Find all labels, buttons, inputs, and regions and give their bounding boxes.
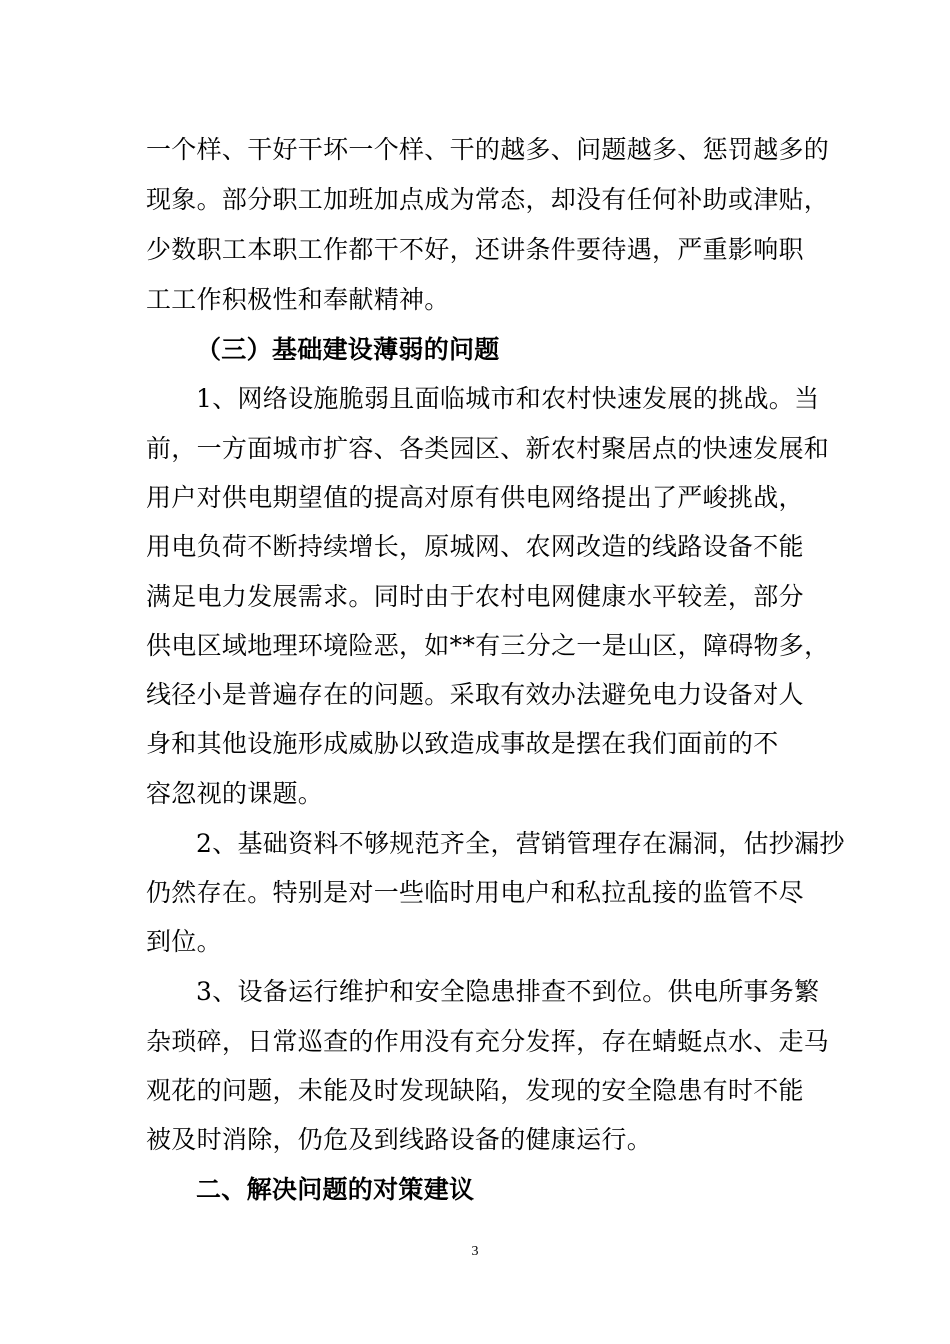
body-text-line: 仍然存在。特别是对一些临时用电户和私拉乱接的监管不尽 [146, 878, 804, 907]
body-text-line: 观花的问题，未能及时发现缺陷，发现的安全隐患有时不能 [146, 1076, 804, 1105]
body-text-line: 被及时消除，仍危及到线路设备的健康运行。 [146, 1125, 653, 1154]
body-text-line: 杂琐碎，日常巡查的作用没有充分发挥，存在蜻蜓点水、走马 [146, 1027, 830, 1056]
body-text-line: 1、网络设施脆弱且面临城市和农村快速发展的挑战。当 [196, 384, 820, 413]
page-number: 3 [471, 1244, 479, 1259]
body-text-line: 到位。 [146, 927, 222, 956]
body-text-line: 容忽视的课题。 [146, 779, 324, 808]
body-text-line: 工工作积极性和奉献精神。 [146, 285, 450, 314]
body-text-line: 用电负荷不断持续增长，原城网、农网改造的线路设备不能 [146, 532, 804, 561]
body-text-line: 3、设备运行维护和安全隐患排查不到位。供电所事务繁 [196, 977, 820, 1006]
body-text-line: 前，一方面城市扩容、各类园区、新农村聚居点的快速发展和 [146, 434, 830, 463]
body-text-line: 2、基础资料不够规范齐全，营销管理存在漏洞，估抄漏抄 [196, 829, 845, 858]
body-text-line: 少数职工本职工作都干不好，还讲条件要待遇，严重影响职 [146, 235, 804, 264]
body-text-line: 满足电力发展需求。同时由于农村电网健康水平较差，部分 [146, 582, 804, 611]
body-text-line: 现象。部分职工加班加点成为常态，却没有任何补助或津贴， [146, 185, 830, 214]
section-heading: 二、解决问题的对策建议 [196, 1175, 475, 1204]
body-text-line: 身和其他设施形成威胁以致造成事故是摆在我们面前的不 [146, 729, 779, 758]
body-text-line: 供电区域地理环境险恶，如**有三分之一是山区，障碍物多， [146, 631, 830, 660]
body-text-line: 用户对供电期望值的提高对原有供电网络提出了严峻挑战， [146, 483, 804, 512]
body-text-line: 线径小是普遍存在的问题。采取有效办法避免电力设备对人 [146, 680, 804, 709]
body-text-line: 一个样、干好干坏一个样、干的越多、问题越多、惩罚越多的 [146, 135, 830, 164]
section-heading: （三）基础建设薄弱的问题 [196, 335, 500, 364]
